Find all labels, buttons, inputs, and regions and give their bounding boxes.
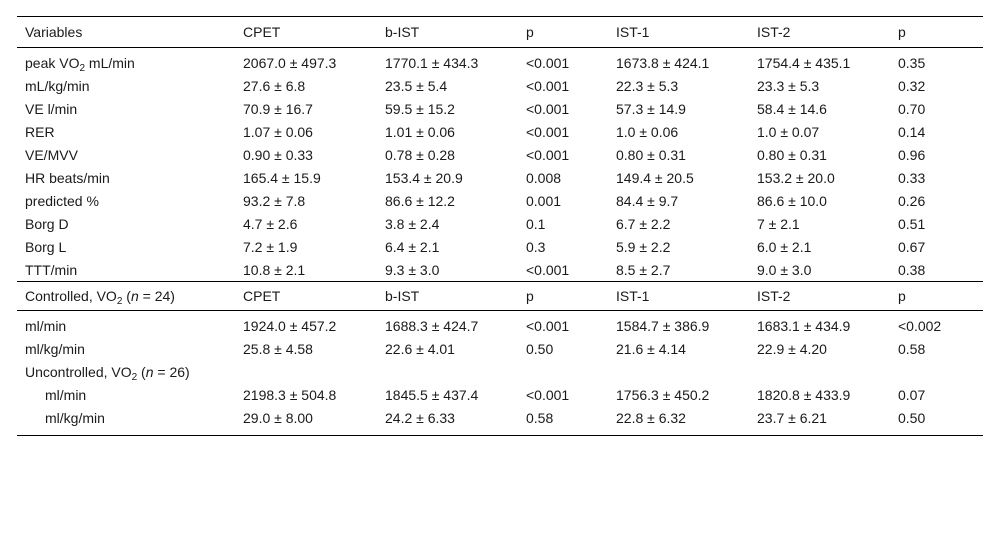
label-text: ( xyxy=(137,364,146,380)
table-row xyxy=(17,258,983,282)
table-cell: 0.35 xyxy=(898,55,926,71)
table-cell: 3.8 ± 2.4 xyxy=(385,216,440,232)
row-label: VE/MVV xyxy=(25,147,78,163)
table-cell: 0.50 xyxy=(890,406,983,436)
table-cell: <0.001 xyxy=(526,78,570,94)
header-cell: CPET xyxy=(235,282,377,311)
table-cell: 29.0 ± 8.00 xyxy=(235,406,377,436)
table-cell: 0.50 xyxy=(526,341,554,357)
label-text: Controlled, VO xyxy=(25,288,117,304)
table-cell: <0.002 xyxy=(898,318,942,334)
table-cell: 0.1 xyxy=(526,216,546,232)
row-label: ml/min xyxy=(45,387,87,403)
table-cell: 9.0 ± 3.0 xyxy=(757,262,812,278)
table-cell: 153.2 ± 20.0 xyxy=(757,170,835,186)
table-cell: 1754.4 ± 435.1 xyxy=(757,55,851,71)
table-row xyxy=(17,406,983,436)
header-cell: b-IST xyxy=(377,17,518,48)
table-cell: 0.3 xyxy=(526,239,546,255)
row-label: predicted % xyxy=(25,193,99,209)
header-cell: p xyxy=(890,17,983,48)
table-cell: 22.6 ± 4.01 xyxy=(385,341,455,357)
table-cell: 1770.1 ± 434.3 xyxy=(385,55,479,71)
row-label: TTT/min xyxy=(25,262,78,278)
table-row xyxy=(17,74,983,97)
header-cell: IST-2 xyxy=(749,17,890,48)
table-cell: 70.9 ± 16.7 xyxy=(243,101,313,117)
table-cell: <0.001 xyxy=(526,262,570,278)
table-cell: 1820.8 ± 433.9 xyxy=(757,387,851,403)
table-cell: 149.4 ± 20.5 xyxy=(616,170,694,186)
table-row xyxy=(17,143,983,166)
table-cell: 1.0 ± 0.07 xyxy=(757,124,820,140)
section-label-uncontrolled xyxy=(17,360,235,383)
table-cell: 2067.0 ± 497.3 xyxy=(243,55,337,71)
table-cell: <0.001 xyxy=(526,124,570,140)
row-label: Borg D xyxy=(25,216,69,232)
table-cell: 58.4 ± 14.6 xyxy=(757,101,827,117)
table-cell: 0.51 xyxy=(898,216,926,232)
table-cell: 23.5 ± 5.4 xyxy=(385,78,448,94)
label-subscript: 2 xyxy=(116,296,123,307)
table-cell: 27.6 ± 6.8 xyxy=(243,78,306,94)
table-cell: <0.001 xyxy=(526,387,570,403)
table-row xyxy=(17,166,983,189)
table-cell: 0.001 xyxy=(526,193,562,209)
table-cell: 84.4 ± 9.7 xyxy=(616,193,679,209)
table-cell: <0.001 xyxy=(526,101,570,117)
table-cell: 0.80 ± 0.31 xyxy=(757,147,827,163)
row-label: RER xyxy=(25,124,55,140)
header-cell: b-IST xyxy=(377,282,518,311)
table-row xyxy=(17,120,983,143)
row-label: VE l/min xyxy=(25,101,78,117)
header-cell: IST-1 xyxy=(608,17,749,48)
table-cell: <0.001 xyxy=(526,55,570,71)
table-cell: 6.4 ± 2.1 xyxy=(385,239,440,255)
table-row xyxy=(17,48,983,75)
table-cell: 93.2 ± 7.8 xyxy=(243,193,306,209)
table-cell: 1683.1 ± 434.9 xyxy=(757,318,851,334)
table-cell: 0.38 xyxy=(898,262,926,278)
row-label: Borg L xyxy=(25,239,67,255)
table-cell xyxy=(749,360,890,383)
table-cell: 10.8 ± 2.1 xyxy=(243,262,306,278)
table-cell: 0.80 ± 0.31 xyxy=(616,147,686,163)
row-label: ml/kg/min xyxy=(25,341,85,357)
table-cell: 86.6 ± 10.0 xyxy=(757,193,827,209)
header-cell: p xyxy=(890,282,983,311)
label-text: ( xyxy=(122,288,131,304)
table-cell: 2198.3 ± 504.8 xyxy=(243,387,337,403)
header-row xyxy=(17,17,983,48)
table-row xyxy=(17,189,983,212)
row-label: HR beats/min xyxy=(25,170,110,186)
table-cell: 1756.3 ± 450.2 xyxy=(616,387,710,403)
row-label: mL/kg/min xyxy=(25,78,90,94)
table-cell: 23.3 ± 5.3 xyxy=(757,78,820,94)
table-cell xyxy=(890,360,983,383)
table-cell: 0.90 ± 0.33 xyxy=(243,147,313,163)
table-cell: 1.07 ± 0.06 xyxy=(243,124,313,140)
table-cell: 22.3 ± 5.3 xyxy=(616,78,679,94)
table-cell xyxy=(235,360,377,383)
section-label-controlled xyxy=(17,282,235,311)
table-cell: 23.7 ± 6.21 xyxy=(749,406,890,436)
table-cell: 24.2 ± 6.33 xyxy=(377,406,518,436)
table-cell: 21.6 ± 4.14 xyxy=(616,341,686,357)
table-cell: 0.96 xyxy=(898,147,926,163)
table-row xyxy=(17,212,983,235)
table-cell: 6.0 ± 2.1 xyxy=(757,239,812,255)
table-cell: 4.7 ± 2.6 xyxy=(243,216,298,232)
table-cell: 0.33 xyxy=(898,170,926,186)
table-cell: 1924.0 ± 457.2 xyxy=(243,318,337,334)
header-cell: CPET xyxy=(235,17,377,48)
label-italic-n: n xyxy=(145,364,154,380)
table-cell: 153.4 ± 20.9 xyxy=(385,170,463,186)
header-cell: IST-2 xyxy=(749,282,890,311)
table-cell: 86.6 ± 12.2 xyxy=(385,193,455,209)
table-cell: 1673.8 ± 424.1 xyxy=(616,55,710,71)
table-cell: <0.001 xyxy=(526,318,570,334)
table-cell: 7 ± 2.1 xyxy=(757,216,800,232)
table-cell: 0.32 xyxy=(898,78,926,94)
table-cell xyxy=(377,360,518,383)
table-cell: 0.78 ± 0.28 xyxy=(385,147,455,163)
table-row xyxy=(17,97,983,120)
label-subscript: 2 xyxy=(79,63,86,74)
table-cell: 0.008 xyxy=(526,170,562,186)
table-cell: 0.58 xyxy=(898,341,926,357)
header-cell: IST-1 xyxy=(608,282,749,311)
table-cell: 0.07 xyxy=(898,387,926,403)
table-cell: 5.9 ± 2.2 xyxy=(616,239,671,255)
section-header-row xyxy=(17,282,983,311)
table-cell: 8.5 ± 2.7 xyxy=(616,262,671,278)
table-cell: 59.5 ± 15.2 xyxy=(385,101,455,117)
table-row xyxy=(17,383,983,406)
table-container xyxy=(0,16,1000,436)
label-italic-n: n xyxy=(130,288,139,304)
table-cell: 6.7 ± 2.2 xyxy=(616,216,671,232)
label-text: mL/min xyxy=(85,55,135,71)
table-cell: 0.14 xyxy=(898,124,926,140)
label-text: Uncontrolled, VO xyxy=(25,364,132,380)
label-text: peak VO xyxy=(25,55,80,71)
table-cell: 1.0 ± 0.06 xyxy=(616,124,679,140)
table-cell xyxy=(518,360,608,383)
label-text: = 26) xyxy=(153,364,190,380)
main-body xyxy=(17,48,983,436)
label-subscript: 2 xyxy=(131,372,138,383)
table-cell: <0.001 xyxy=(526,147,570,163)
table-cell: 1.01 ± 0.06 xyxy=(385,124,455,140)
table-cell: 25.8 ± 4.58 xyxy=(243,341,313,357)
table-cell: 0.67 xyxy=(898,239,926,255)
header-cell: p xyxy=(518,17,608,48)
table-cell: 22.9 ± 4.20 xyxy=(757,341,827,357)
header-cell: Variables xyxy=(17,17,235,48)
table-cell: 0.70 xyxy=(898,101,926,117)
table-cell: 57.3 ± 14.9 xyxy=(616,101,686,117)
table-cell: 0.58 xyxy=(518,406,608,436)
table-row xyxy=(17,337,983,360)
results-table xyxy=(17,16,983,436)
row-label: ml/kg/min xyxy=(17,406,235,436)
table-row xyxy=(17,311,983,338)
table-row xyxy=(17,235,983,258)
header-cell: p xyxy=(518,282,608,311)
table-cell: 7.2 ± 1.9 xyxy=(243,239,298,255)
row-label: ml/min xyxy=(25,318,67,334)
row-label xyxy=(17,48,235,75)
table-cell: 1845.5 ± 437.4 xyxy=(385,387,479,403)
section-header-row xyxy=(17,360,983,383)
table-cell xyxy=(608,360,749,383)
label-text: = 24) xyxy=(138,288,175,304)
table-cell: 0.26 xyxy=(898,193,926,209)
table-cell: 22.8 ± 6.32 xyxy=(608,406,749,436)
table-cell: 9.3 ± 3.0 xyxy=(385,262,440,278)
table-cell: 1688.3 ± 424.7 xyxy=(385,318,479,334)
table-cell: 1584.7 ± 386.9 xyxy=(616,318,710,334)
table-cell: 165.4 ± 15.9 xyxy=(243,170,321,186)
